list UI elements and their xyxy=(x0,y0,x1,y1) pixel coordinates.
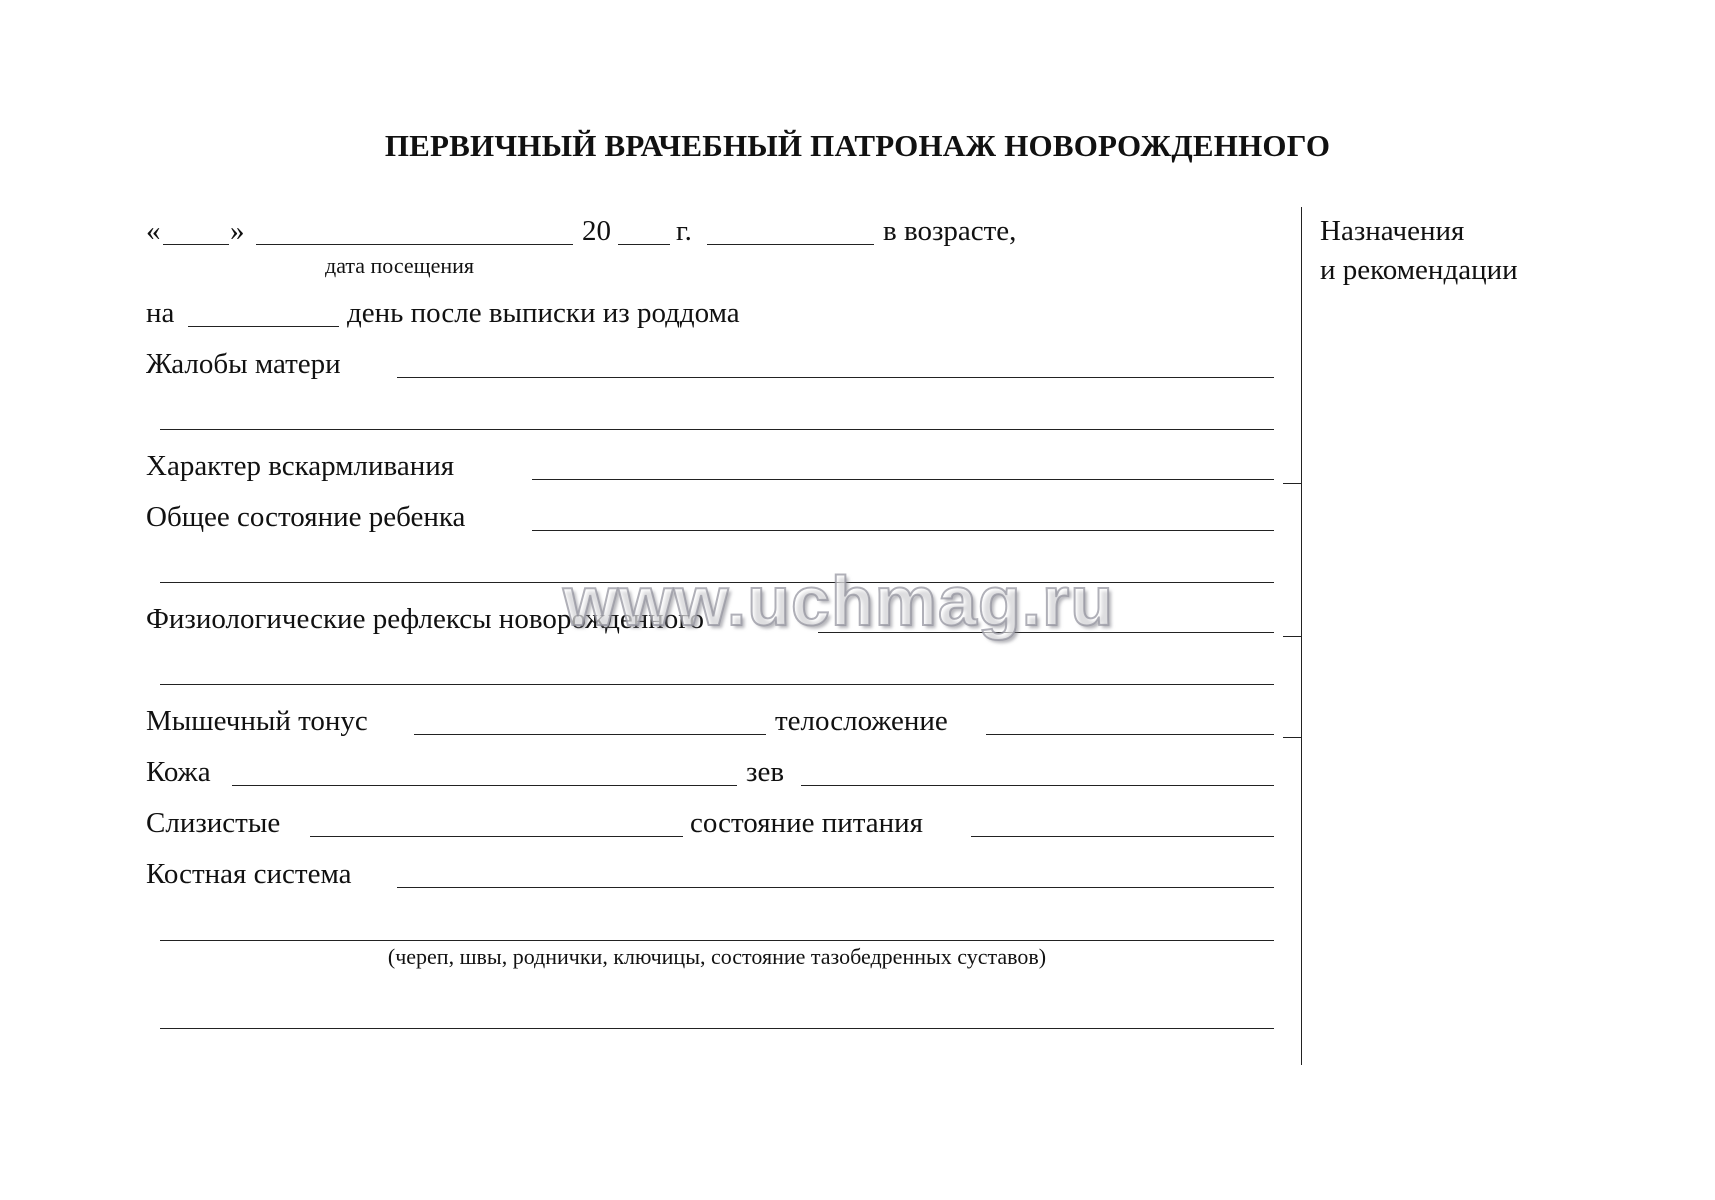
day-suffix: день после выписки из роддома xyxy=(347,297,740,329)
column-divider xyxy=(1301,207,1302,1065)
bone-field-line-3[interactable] xyxy=(160,1028,1274,1029)
complaints-field[interactable] xyxy=(397,377,1274,378)
skin-field[interactable] xyxy=(232,785,737,786)
watermark: www.uchmag.ru xyxy=(563,562,1115,640)
throat-label: зев xyxy=(746,756,785,788)
mucous-label: Слизистые xyxy=(146,807,281,839)
recommendations-heading-line-2: и рекомендации xyxy=(1320,254,1518,286)
bone-field[interactable] xyxy=(397,887,1274,888)
date-caption: дата посещения xyxy=(325,253,475,278)
age-label: в возрасте, xyxy=(883,215,1017,247)
age-field[interactable] xyxy=(707,244,874,245)
general-state-label: Общее состояние ребенка xyxy=(146,501,466,533)
reflexes-label: Физиологические рефлексы новорожденного xyxy=(146,603,704,635)
physique-field[interactable] xyxy=(986,734,1274,735)
throat-field[interactable] xyxy=(801,785,1274,786)
divider-tick xyxy=(1283,636,1301,637)
bone-label: Костная система xyxy=(146,858,352,890)
bone-caption: (череп, швы, роднички, ключицы, состояние тазобедренных суставов) xyxy=(387,944,1047,969)
physique-label: телосложение xyxy=(775,705,948,737)
year-field[interactable] xyxy=(618,244,670,245)
divider-tick xyxy=(1283,737,1301,738)
days-after-discharge-field[interactable] xyxy=(188,326,339,327)
recommendations-heading-line-1: Назначения xyxy=(1320,215,1465,247)
complaints-label: Жалобы матери xyxy=(146,348,341,380)
feeding-label: Характер вскармливания xyxy=(146,450,455,482)
form-title: ПЕРВИЧНЫЙ ВРАЧЕБНЫЙ ПАТРОНАЖ НОВОРОЖДЕННОГО xyxy=(384,128,1331,163)
nutrition-field[interactable] xyxy=(971,836,1274,837)
complaints-field-line-2[interactable] xyxy=(160,429,1274,430)
date-close-quote: » xyxy=(230,215,245,247)
bone-field-line-2[interactable] xyxy=(160,940,1274,941)
day-prefix: на xyxy=(146,297,175,329)
year-suffix: г. xyxy=(676,215,692,247)
muscle-tone-field[interactable] xyxy=(414,734,766,735)
muscle-tone-label: Мышечный тонус xyxy=(146,705,368,737)
mucous-field[interactable] xyxy=(310,836,683,837)
day-field[interactable] xyxy=(163,244,229,245)
feeding-field[interactable] xyxy=(532,479,1274,480)
skin-label: Кожа xyxy=(146,756,211,788)
date-open-quote: « xyxy=(146,215,161,247)
general-state-field[interactable] xyxy=(532,530,1274,531)
year-prefix: 20 xyxy=(582,215,611,247)
recommendations-area[interactable] xyxy=(1310,300,1690,1060)
divider-tick xyxy=(1283,483,1301,484)
date-field[interactable] xyxy=(256,244,573,245)
reflexes-field-line-2[interactable] xyxy=(160,684,1274,685)
nutrition-label: состояние питания xyxy=(690,807,924,839)
